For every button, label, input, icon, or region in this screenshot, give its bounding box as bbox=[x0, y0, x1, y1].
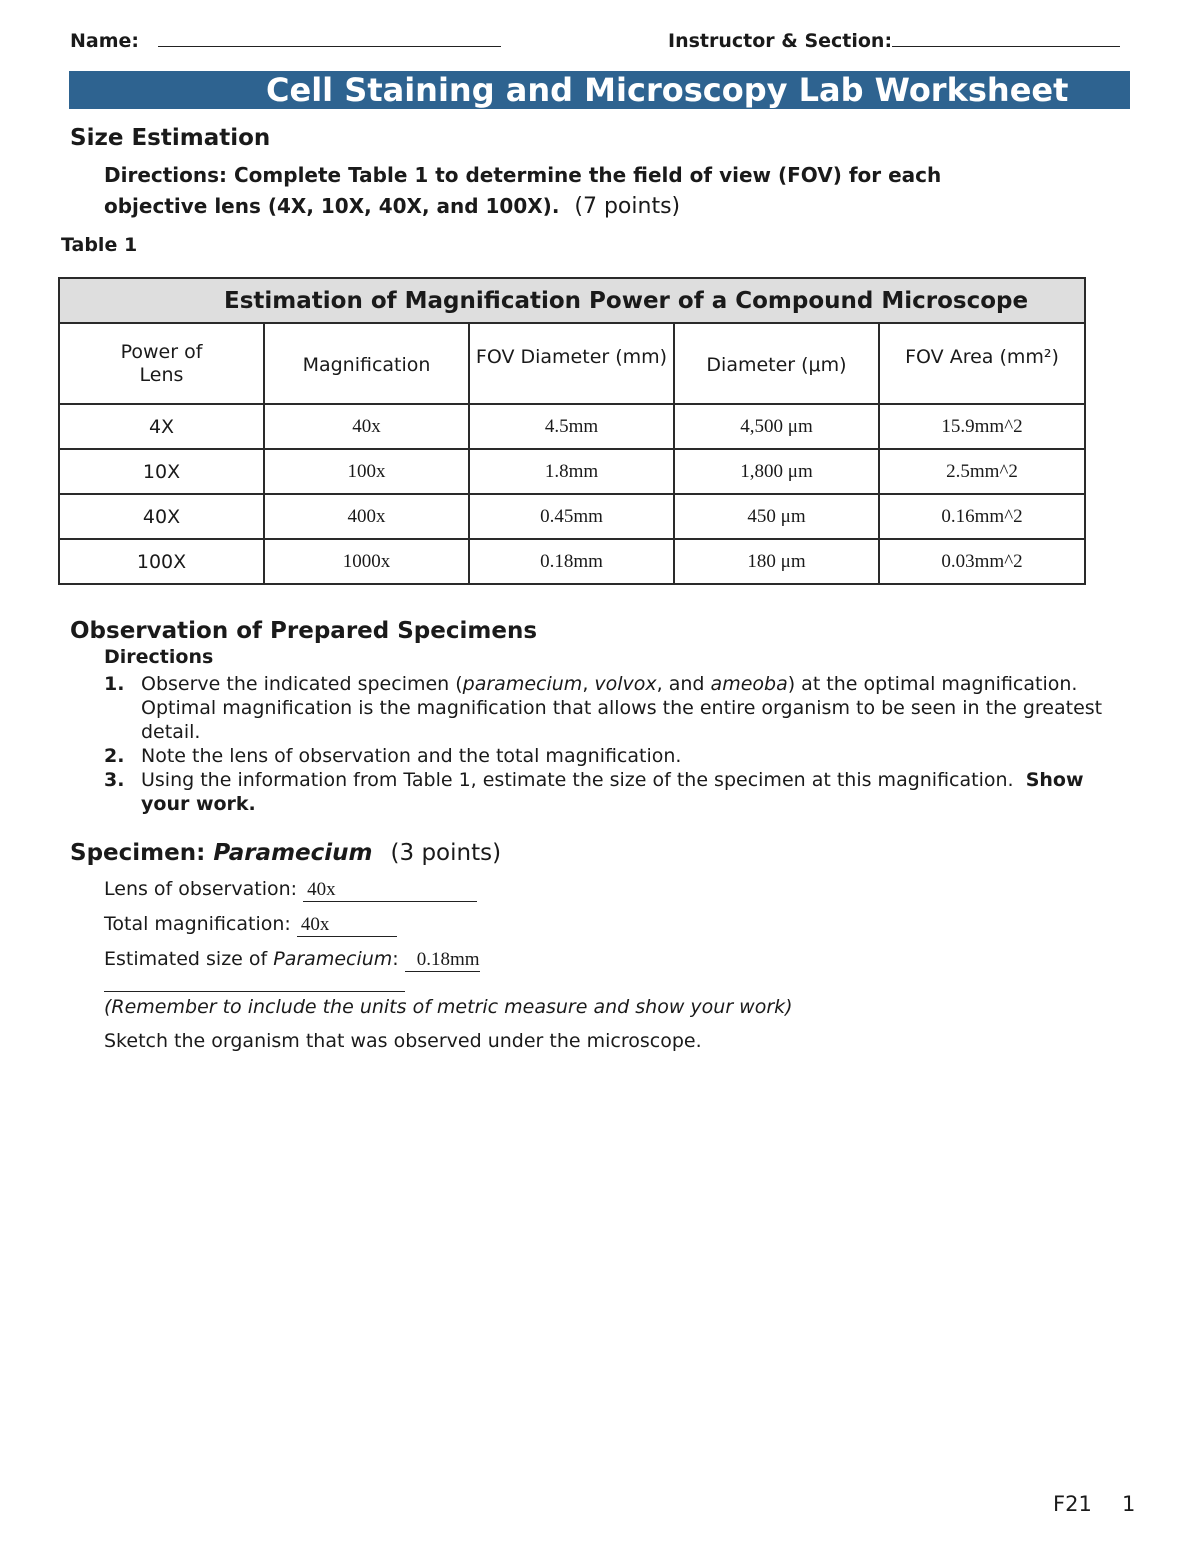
estimated-size-answer[interactable]: 0.18mm bbox=[405, 949, 480, 972]
specimen-heading: Specimen: Paramecium (3 points) bbox=[70, 840, 502, 866]
name-label: Name: bbox=[70, 30, 140, 52]
size-estimation-heading: Size Estimation bbox=[70, 125, 271, 151]
table-row bbox=[59, 404, 1085, 449]
table-caption: Estimation of Magnification Power of a Compound Microscope bbox=[59, 278, 1085, 323]
col-header-fov-diameter: FOV Diameter (mm) bbox=[469, 323, 674, 404]
table-label: Table 1 bbox=[61, 234, 138, 256]
cell-magnification[interactable]: 40x bbox=[264, 404, 469, 449]
size-estimation-points: (7 points) bbox=[574, 194, 681, 219]
observation-steps bbox=[104, 672, 1124, 816]
cell-fov-area[interactable]: 15.9mm^2 bbox=[879, 404, 1085, 449]
total-magnification-answer[interactable]: 40x bbox=[297, 914, 397, 937]
col-header-fov-area: FOV Area (mm²) bbox=[879, 323, 1085, 404]
table-row bbox=[59, 449, 1085, 494]
cell-magnification[interactable]: 400x bbox=[264, 494, 469, 539]
directions-line-2-text: objective lens (4X, 10X, 40X, and 100X). bbox=[104, 194, 560, 218]
lens-of-observation-field: Lens of observation: 40x bbox=[104, 878, 477, 902]
cell-power: 4X bbox=[59, 404, 264, 449]
total-magnification-field: Total magnification: 40x bbox=[104, 913, 397, 937]
specimen-points: (3 points) bbox=[390, 840, 502, 866]
name-blank[interactable] bbox=[158, 28, 501, 47]
instructor-label: Instructor & Section: bbox=[668, 30, 893, 52]
page-title: Cell Staining and Microscopy Lab Worksheet bbox=[69, 71, 1130, 109]
observation-directions-label: Directions bbox=[104, 646, 214, 668]
estimated-size-field: Estimated size of Paramecium: 0.18mm bbox=[104, 948, 480, 970]
list-item: 1. Observe the indicated specimen (paramecium, volvox, and ameoba) at the optimal magnification. Optimal magnification is the magnification that allows the entire organism to be seen in the greatest detail. bbox=[104, 673, 1103, 743]
cell-fov-diameter[interactable]: 0.18mm bbox=[469, 539, 674, 584]
page-number: 1 bbox=[1122, 1492, 1136, 1516]
cell-diameter-um[interactable]: 450 μm bbox=[674, 494, 879, 539]
list-item: 3. Using the information from Table 1, estimate the size of the specimen at this magnification. Show your work. bbox=[104, 769, 1084, 815]
directions-line-2 bbox=[104, 191, 1104, 222]
col-header-diameter-um: Diameter (μm) bbox=[674, 323, 879, 404]
cell-power: 10X bbox=[59, 449, 264, 494]
cell-power: 40X bbox=[59, 494, 264, 539]
footer-term: F21 bbox=[1053, 1492, 1092, 1516]
specimen-name: Paramecium bbox=[213, 840, 373, 866]
directions-line-1: Directions: Complete Table 1 to determine the field of view (FOV) for each bbox=[104, 163, 942, 187]
table-row bbox=[59, 494, 1085, 539]
cell-fov-area[interactable]: 0.16mm^2 bbox=[879, 494, 1085, 539]
cell-diameter-um[interactable]: 4,500 μm bbox=[674, 404, 879, 449]
step-number: 1. bbox=[104, 673, 125, 695]
instructor-field bbox=[668, 28, 1120, 52]
name-field bbox=[70, 28, 501, 52]
cell-fov-diameter[interactable]: 0.45mm bbox=[469, 494, 674, 539]
lens-of-observation-answer[interactable]: 40x bbox=[303, 879, 477, 902]
instructor-blank[interactable] bbox=[892, 28, 1120, 47]
table-row bbox=[59, 539, 1085, 584]
cell-diameter-um[interactable]: 180 μm bbox=[674, 539, 879, 584]
table-header-row bbox=[59, 323, 1085, 404]
step-number: 2. bbox=[104, 745, 125, 767]
units-reminder: (Remember to include the units of metric measure and show your work) bbox=[104, 996, 793, 1018]
cell-fov-diameter[interactable]: 4.5mm bbox=[469, 404, 674, 449]
cell-fov-area[interactable]: 2.5mm^2 bbox=[879, 449, 1085, 494]
size-estimation-directions bbox=[104, 160, 1104, 222]
step-number: 3. bbox=[104, 769, 125, 791]
cell-magnification[interactable]: 100x bbox=[264, 449, 469, 494]
cell-diameter-um[interactable]: 1,800 μm bbox=[674, 449, 879, 494]
cell-magnification[interactable]: 1000x bbox=[264, 539, 469, 584]
sketch-instruction: Sketch the organism that was observed under the microscope. bbox=[104, 1030, 702, 1052]
estimated-size-continuation-line[interactable] bbox=[104, 991, 405, 992]
cell-fov-diameter[interactable]: 1.8mm bbox=[469, 449, 674, 494]
cell-power: 100X bbox=[59, 539, 264, 584]
magnification-table bbox=[58, 277, 1086, 585]
list-item: 2. Note the lens of observation and the total magnification. bbox=[104, 745, 682, 767]
observation-heading: Observation of Prepared Specimens bbox=[70, 618, 538, 644]
cell-fov-area[interactable]: 0.03mm^2 bbox=[879, 539, 1085, 584]
col-header-power: Power of Lens bbox=[59, 323, 264, 404]
col-header-magnification: Magnification bbox=[264, 323, 469, 404]
